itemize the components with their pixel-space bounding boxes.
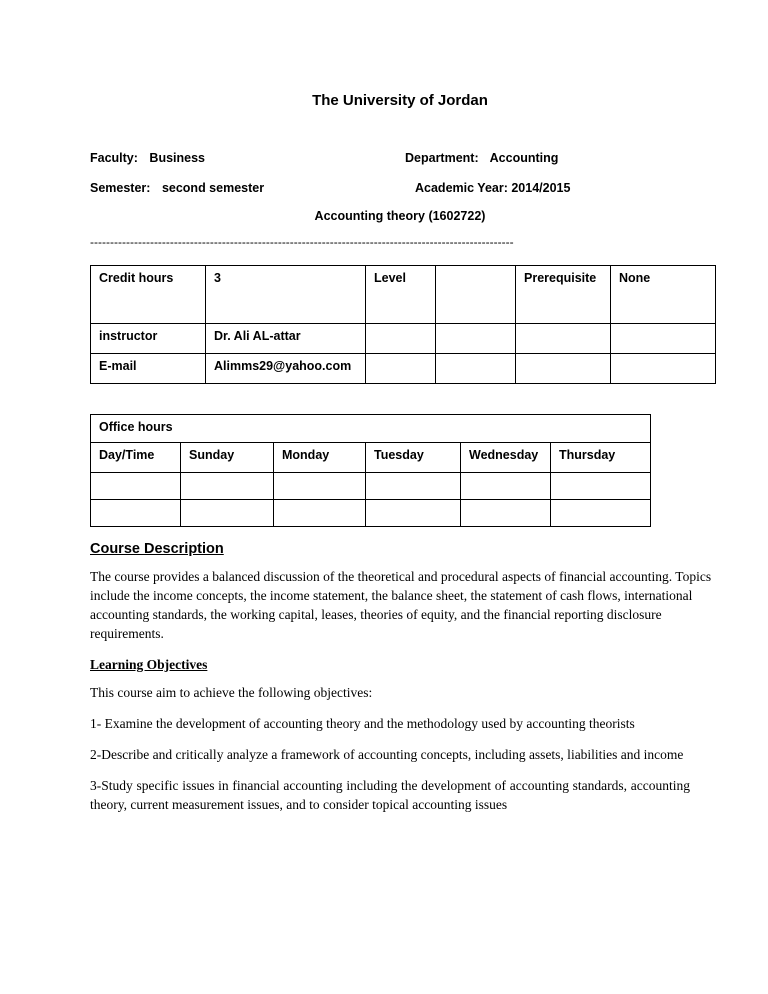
tuesday-header: Tuesday <box>366 443 461 473</box>
empty-cell <box>366 500 461 527</box>
table-row-email <box>91 354 716 384</box>
office-hours-header-row <box>91 415 651 443</box>
empty-cell <box>516 324 611 354</box>
department-line <box>405 151 710 165</box>
email-value: Alimms29@yahoo.com <box>206 354 366 384</box>
monday-header: Monday <box>274 443 366 473</box>
email-label: E-mail <box>91 354 206 384</box>
objective-item-3: 3-Study specific issues in financial accounting including the development of accounting standards, accounting theory, current measurement issues, and to consider topical accounting issues <box>90 778 690 812</box>
objective-item-2: 2-Describe and critically analyze a framework of accounting concepts, including assets, liabilities and income <box>90 747 684 762</box>
course-description-heading: Course Description <box>90 541 224 557</box>
empty-cell <box>611 324 716 354</box>
level-label: Level <box>366 266 436 324</box>
empty-cell <box>436 354 516 384</box>
empty-cell <box>181 500 274 527</box>
empty-cell <box>366 473 461 500</box>
empty-cell <box>91 473 181 500</box>
empty-cell <box>274 500 366 527</box>
learning-objectives-intro: This course aim to achieve the following objectives: <box>90 685 373 700</box>
empty-cell <box>181 473 274 500</box>
prerequisite-value: None <box>611 266 716 324</box>
objective-item-1: 1- Examine the development of accounting theory and the methodology used by accounting theorists <box>90 716 635 731</box>
dashed-divider: ---------------------------------------------------------------------------------------------------------- <box>90 235 514 249</box>
empty-cell <box>461 473 551 500</box>
instructor-label: instructor <box>91 324 206 354</box>
wednesday-header: Wednesday <box>461 443 551 473</box>
empty-cell <box>274 473 366 500</box>
credit-hours-value: 3 <box>206 266 366 324</box>
thursday-header: Thursday <box>551 443 651 473</box>
semester-line <box>90 181 405 195</box>
department-label: Department: <box>405 151 479 165</box>
office-hours-header: Office hours <box>91 415 651 443</box>
empty-cell <box>551 473 651 500</box>
department-value: Accounting <box>489 151 559 165</box>
learning-objectives-heading: Learning Objectives <box>90 657 208 672</box>
faculty-line <box>90 151 405 165</box>
semester-label: Semester: <box>90 181 151 195</box>
meta-row-faculty-department <box>90 151 710 165</box>
sunday-header: Sunday <box>181 443 274 473</box>
office-hours-empty-row <box>91 500 651 527</box>
day-time-header: Day/Time <box>91 443 181 473</box>
semester-value: second semester <box>161 181 265 195</box>
course-description-paragraph: The course provides a balanced discussion of the theoretical and procedural aspects of financial accounting. Topics include the income concepts, the income statement, the balance sheet, the statement of cash flows, international accounting standards, the working capital, leases, theories of equity, and the financial reporting disclosure requirements. <box>90 569 712 641</box>
level-value <box>436 266 516 324</box>
faculty-value: Business <box>149 151 206 165</box>
empty-cell <box>551 500 651 527</box>
office-hours-table <box>90 414 651 527</box>
table-row-credit-hours <box>91 266 716 324</box>
empty-cell <box>436 324 516 354</box>
empty-cell <box>366 354 436 384</box>
credit-hours-label: Credit hours <box>91 266 206 324</box>
office-hours-empty-row <box>91 473 651 500</box>
office-hours-days-row <box>91 443 651 473</box>
meta-row-semester-year <box>90 181 710 195</box>
faculty-label: Faculty: <box>90 151 138 165</box>
course-info-table <box>90 265 716 384</box>
empty-cell <box>611 354 716 384</box>
empty-cell <box>91 500 181 527</box>
course-title-line: Accounting theory (1602722) <box>314 209 486 223</box>
empty-cell <box>366 324 436 354</box>
empty-cell <box>461 500 551 527</box>
prerequisite-label: Prerequisite <box>516 266 611 324</box>
academic-year-line: Academic Year: 2014/2015 <box>415 181 571 195</box>
table-row-instructor <box>91 324 716 354</box>
empty-cell <box>516 354 611 384</box>
instructor-value: Dr. Ali AL-attar <box>206 324 366 354</box>
page-title: The University of Jordan <box>312 92 488 109</box>
